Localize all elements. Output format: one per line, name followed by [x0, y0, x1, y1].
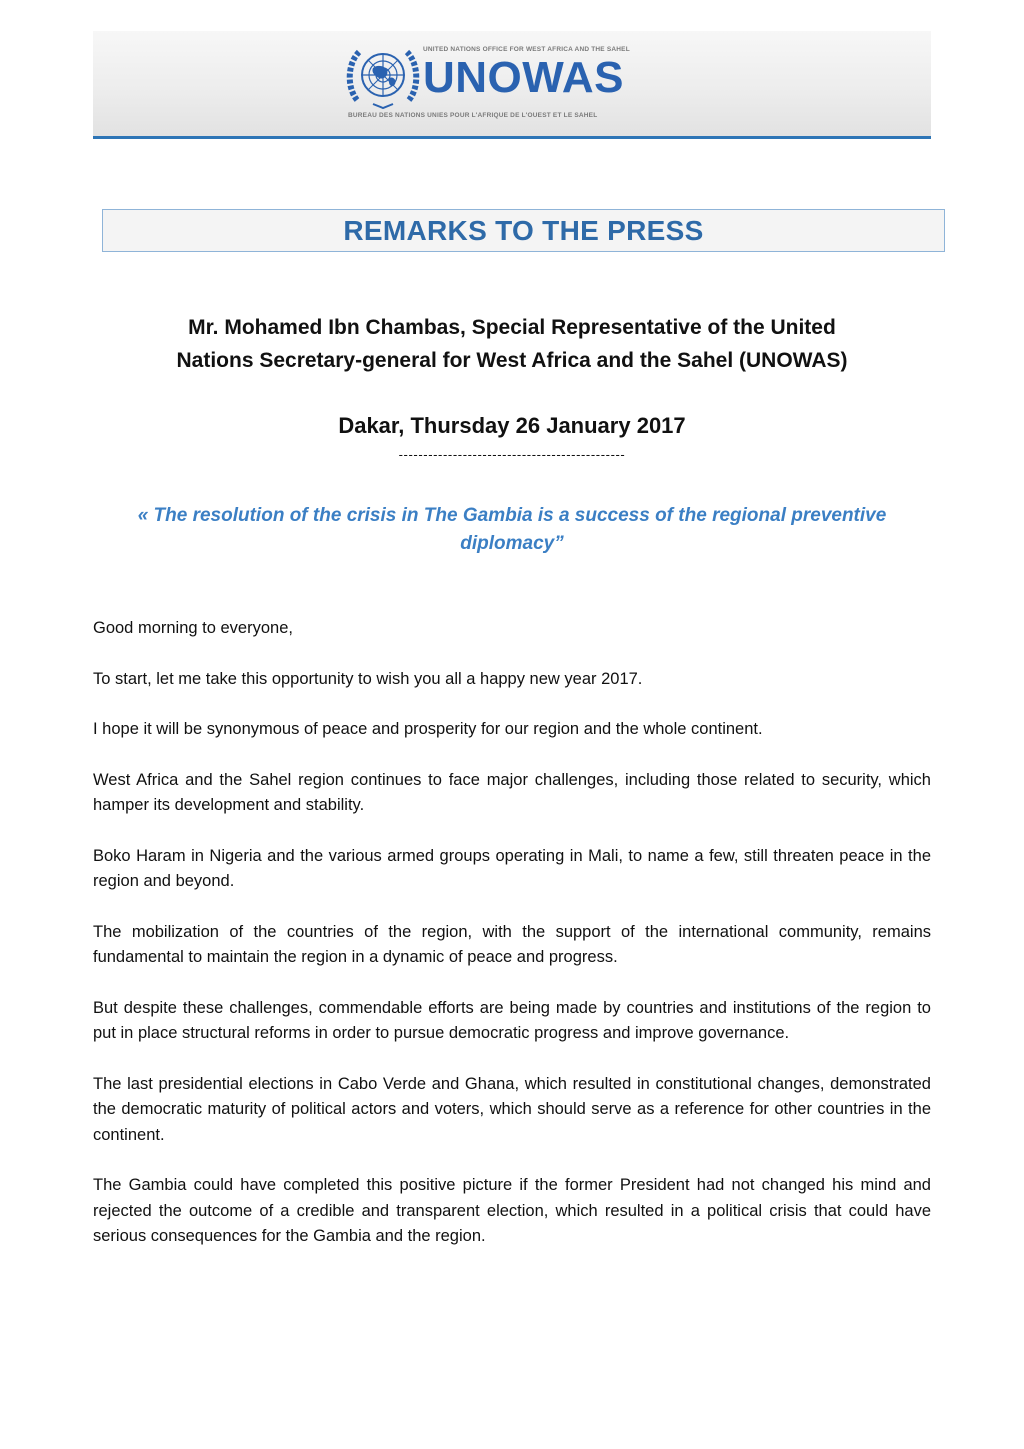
paragraph: But despite these challenges, commendable efforts are being made by countries and institutions of the region to put in place structural reforms in order to pursue democratic progress and improve governance.	[93, 998, 931, 1042]
speaker-line-2: Nations Secretary-general for West Africa and the Sahel (UNOWAS)	[176, 349, 848, 372]
paragraph: I hope it will be synonymous of peace and prosperity for our region and the whole continent.	[93, 720, 763, 738]
paragraph: The Gambia could have completed this positive picture if the former President had not changed his mind and rejected the outcome of a credible and transparent election, which resulted in a political crisis that could have serious consequences for the Gambia and the region.	[93, 1176, 931, 1245]
paragraph: To start, let me take this opportunity to wish you all a happy new year 2017.	[93, 669, 643, 688]
paragraph: The mobilization of the countries of the region, with the support of the international community, remains fundamental to maintain the region in a dynamic of peace and progress.	[93, 922, 931, 966]
body-text	[93, 616, 931, 1275]
org-full-name-fr: BUREAU DES NATIONS UNIES POUR L'AFRIQUE DE L'OUEST ET LE SAHEL	[348, 112, 598, 119]
paragraph: West Africa and the Sahel region continues to face major challenges, including those related to security, which hamper its development and stability.	[93, 770, 931, 814]
pull-quote-line-2: diplomacy”	[460, 533, 564, 554]
unowas-logo	[343, 40, 663, 130]
pull-quote-line-1: « The resolution of the crisis in The Gambia is a success of the regional preventive	[137, 505, 887, 526]
un-emblem-icon	[343, 42, 423, 112]
pull-quote	[120, 502, 904, 558]
page-title: REMARKS TO THE PRESS	[343, 215, 704, 246]
speaker-block	[100, 311, 924, 377]
dateline: Dakar, Thursday 26 January 2017	[338, 413, 686, 438]
org-full-name-en: UNITED NATIONS OFFICE FOR WEST AFRICA AND THE SAHEL	[423, 46, 630, 53]
heading-box	[102, 209, 945, 252]
paragraph: The last presidential elections in Cabo Verde and Ghana, which resulted in constitutional changes, demonstrated the democratic maturity of political actors and voters, which should serve as a reference for other countries in the continent.	[93, 1074, 931, 1144]
speaker-line-1: Mr. Mohamed Ibn Chambas, Special Representative of the United	[188, 316, 836, 339]
org-acronym: UNOWAS	[423, 53, 624, 102]
paragraph: Boko Haram in Nigeria and the various armed groups operating in Mali, to name a few, still threaten peace in the region and beyond.	[93, 846, 931, 890]
paragraph: Good morning to everyone,	[93, 619, 293, 637]
separator-line: ----------------------------------------------	[398, 447, 626, 462]
